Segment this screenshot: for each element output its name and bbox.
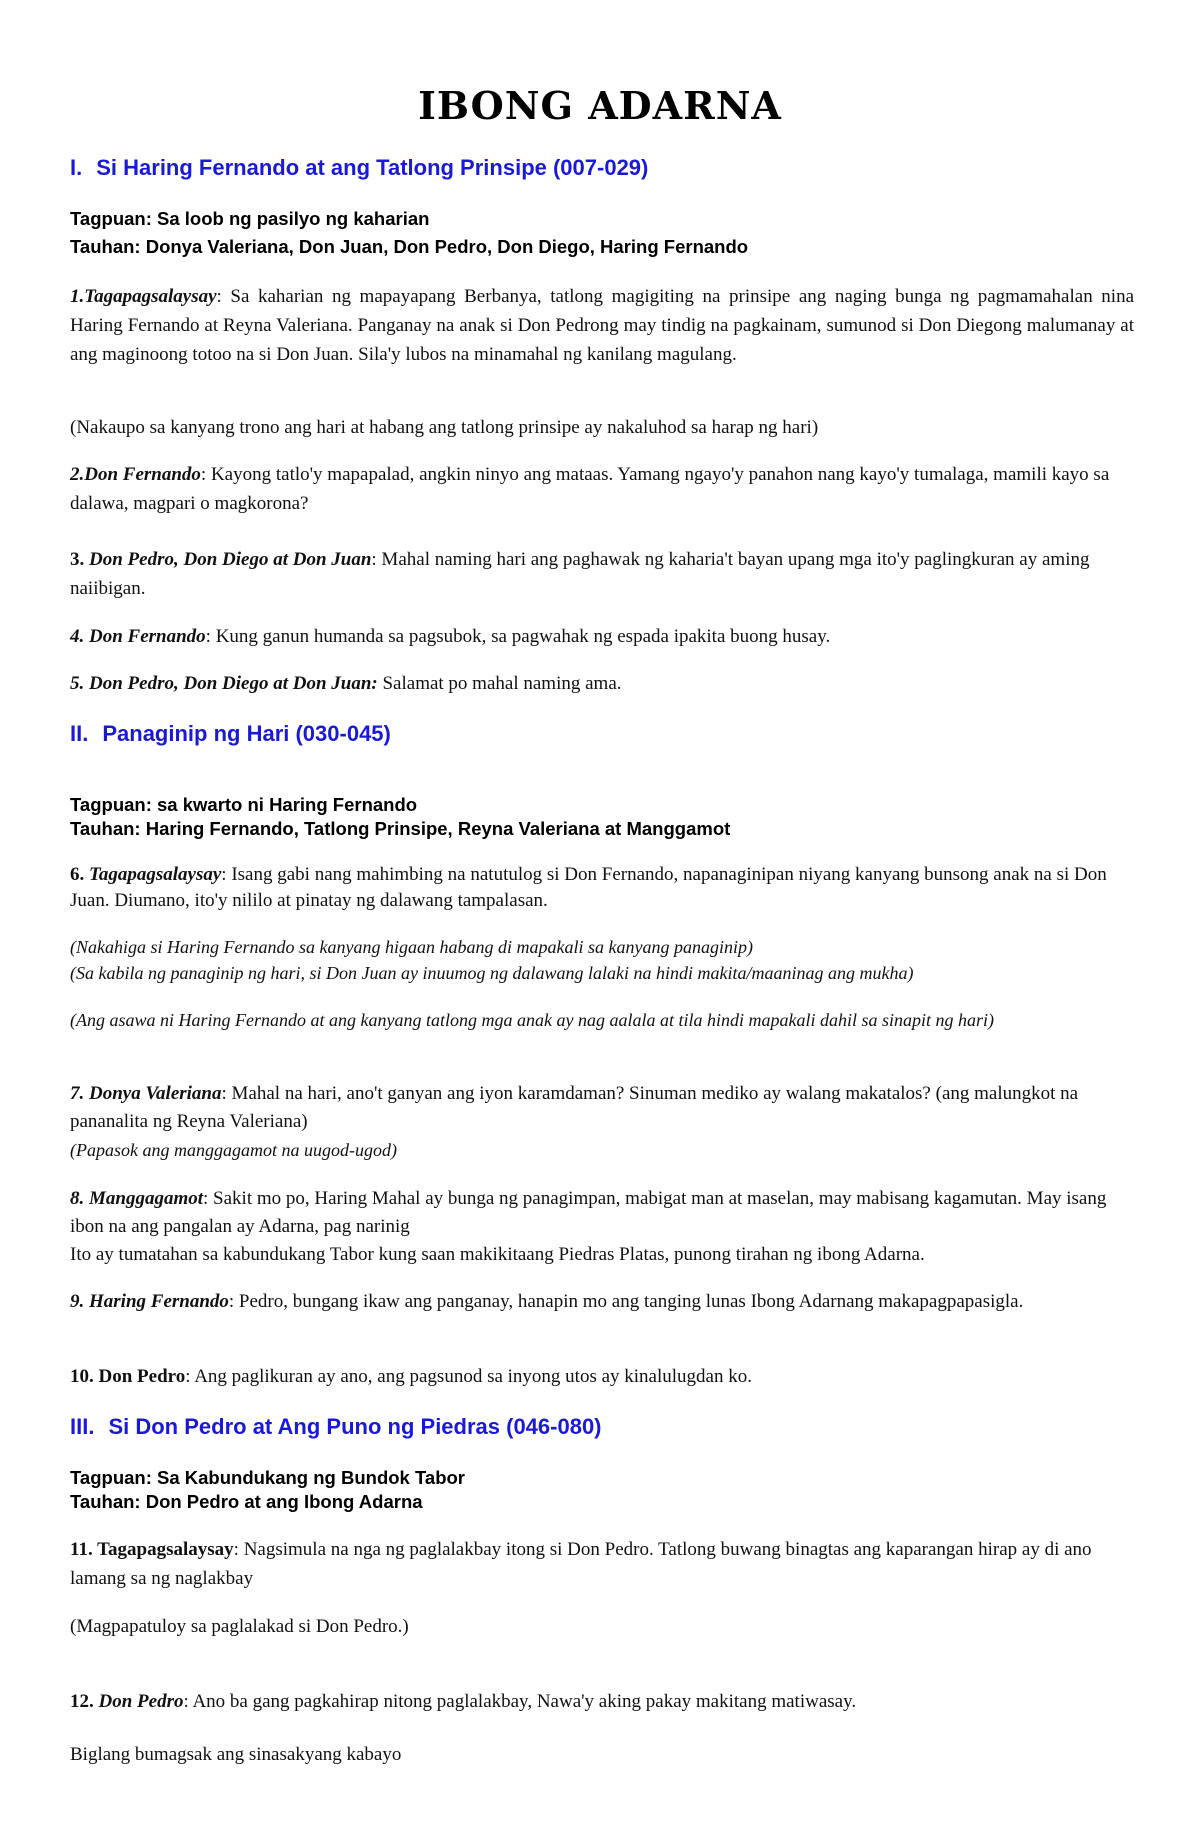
direction-2: (Nakahiga si Haring Fernando sa kanyang higaan habang di mapakali sa kanyang panaginip) <box>70 937 753 957</box>
line-6 <box>70 862 1134 914</box>
line-4 <box>70 622 1134 651</box>
line-8-continued: Ito ay tumatahan sa kabundukang Tabor kung saan makikitaang Piedras Platas, punong tirahan ng ibong Adarna. <box>70 1244 925 1265</box>
direction-3: (Sa kabila ng panaginip ng hari, si Don Juan ay inuumog ng dalawang lalaki na hindi makita/maaninag ang mukha) <box>70 963 914 983</box>
dialogue-text: : Sakit mo po, Haring Mahal ay bunga ng panagimpan, mabigat man at maselan, may mabisang kagamutan. May isang ibon na ang pangalan ay Adarna, pag narinig <box>70 1188 1107 1237</box>
line-5 <box>70 669 1134 698</box>
closing-line: Biglang bumagsak ang sinasakyang kabayo <box>70 1744 402 1765</box>
tagpuan-3: Tagpuan: Sa Kabundukang ng Bundok Tabor <box>70 1467 465 1488</box>
section-heading-3 <box>70 1412 1130 1442</box>
line-9 <box>70 1287 1134 1316</box>
tagpuan-2: Tagpuan: sa kwarto ni Haring Fernando <box>70 794 418 815</box>
line-number: 6. <box>70 864 89 885</box>
dialogue-text: : Ano ba gang pagkahirap nitong paglalakbay, Nawa'y aking pakay makitang matiwasay. <box>183 1691 857 1712</box>
speaker: 2.Don Fernando <box>70 464 201 485</box>
dialogue-text: : Sa kaharian ng mapayapang Berbanya, tatlong magigiting na prinsipe ang naging bunga ng pagmamahalan nina Haring Fernando at Reyna Valeriana. Panganay na anak si Don Pedrong may tindig na pagkainam, sumunod si Don Diegong malumanay at ang maginoong totoo na si Don Juan. Sila'y lubos na minamahal ng kanilang magulang. <box>70 286 1134 365</box>
tagpuan-1: Tagpuan: Sa loob ng pasilyo ng kaharian <box>70 208 430 229</box>
line-8 <box>70 1185 1134 1241</box>
document-title: IBONG ADARNA <box>418 83 782 128</box>
tauhan-3: Tauhan: Don Pedro at ang Ibong Adarna <box>70 1491 423 1512</box>
dialogue-text: : Kung ganun humanda sa pagsubok, sa pagwahak ng espada ipakita buong husay. <box>205 626 831 647</box>
line-1 <box>70 282 1134 369</box>
dialogue-text: : Isang gabi nang mahimbing na natutulog si Don Fernando, napanaginipan niyang kanyang bunsong anak na si Don Juan. Diumano, ito'y nililo at pinatay ng dalawang tampalasan. <box>70 864 1107 911</box>
direction-1: (Nakaupo sa kanyang trono ang hari at habang ang tatlong prinsipe ay nakaluhod sa harap ng hari) <box>70 417 819 438</box>
dialogue-text: : Nagsimula na nga ng paglalakbay itong si Don Pedro. Tatlong buwang binagtas ang kaparangan hirap ay di ano lamang sa ng naglakbay <box>70 1539 1092 1589</box>
direction-6: (Magpapatuloy sa paglalakad si Don Pedro.) <box>70 1616 409 1637</box>
line-3 <box>70 545 1134 603</box>
speaker: 7. Donya Valeriana <box>70 1083 222 1104</box>
line-number: 12. <box>70 1691 99 1712</box>
section-number: I. <box>70 155 83 180</box>
speaker: 1.Tagapagsalaysay <box>70 286 217 307</box>
section-heading-1 <box>70 153 1130 183</box>
line-12 <box>70 1687 1134 1716</box>
speaker: Tagapagsalaysay <box>89 864 222 885</box>
section-title: Si Haring Fernando at ang Tatlong Prinsipe (007-029) <box>96 155 649 180</box>
direction-4: (Ang asawa ni Haring Fernando at ang kanyang tatlong mga anak ay nag aalala at tila hindi mapakali dahil sa sinapit ng hari) <box>70 1010 994 1030</box>
line-11 <box>70 1535 1134 1593</box>
dialogue-text: : Mahal naming hari ang paghawak ng kaharia't bayan upang mga ito'y paglingkuran ay aming naiibigan. <box>70 549 1090 599</box>
section-number: II. <box>70 721 89 746</box>
dialogue-text: : Mahal na hari, ano't ganyan ang iyon karamdaman? Sinuman mediko ay walang makatalos? (ang malungkot na pananalita ng Reyna Valeriana) <box>70 1083 1079 1132</box>
speaker: 4. Don Fernando <box>70 626 206 647</box>
speaker: 9. Haring Fernando <box>70 1291 229 1312</box>
speaker: 11. Tagapagsalaysay <box>70 1539 234 1560</box>
direction-5: (Papasok ang manggagamot na uugod-ugod) <box>70 1140 397 1160</box>
line-number: 3. <box>70 549 89 570</box>
speaker: 5. Don Pedro, Don Diego at Don Juan: <box>70 673 378 694</box>
dialogue-text: : Pedro, bungang ikaw ang panganay, hanapin mo ang tanging lunas Ibong Adarnang makapagpapasigla. <box>228 1291 1024 1312</box>
speaker: 10. Don Pedro <box>70 1366 186 1387</box>
line-10 <box>70 1362 1134 1391</box>
tauhan-1: Tauhan: Donya Valeriana, Don Juan, Don Pedro, Don Diego, Haring Fernando <box>70 236 749 257</box>
dialogue-text: Salamat po mahal naming ama. <box>377 673 622 694</box>
section-number: III. <box>70 1414 95 1439</box>
line-2 <box>70 460 1134 518</box>
speaker: Don Pedro <box>98 1691 184 1712</box>
line-7 <box>70 1080 1134 1136</box>
speaker: Don Pedro, Don Diego at Don Juan <box>89 549 372 570</box>
speaker: 8. Manggagamot <box>70 1188 204 1209</box>
dialogue-text: : Ang paglikuran ay ano, ang pagsunod sa inyong utos ay kinalulugdan ko. <box>185 1366 752 1387</box>
tauhan-2: Tauhan: Haring Fernando, Tatlong Prinsipe, Reyna Valeriana at Manggamot <box>70 818 731 839</box>
section-title: Panaginip ng Hari (030-045) <box>102 721 391 746</box>
dialogue-text: : Kayong tatlo'y mapapalad, angkin ninyo ang mataas. Yamang ngayo'y panahon nang kayo'y tumalaga, mamili kayo sa dalawa, magpari o magkorona? <box>70 464 1110 514</box>
section-heading-2 <box>70 719 1130 749</box>
section-title: Si Don Pedro at Ang Puno ng Piedras (046-080) <box>108 1414 602 1439</box>
